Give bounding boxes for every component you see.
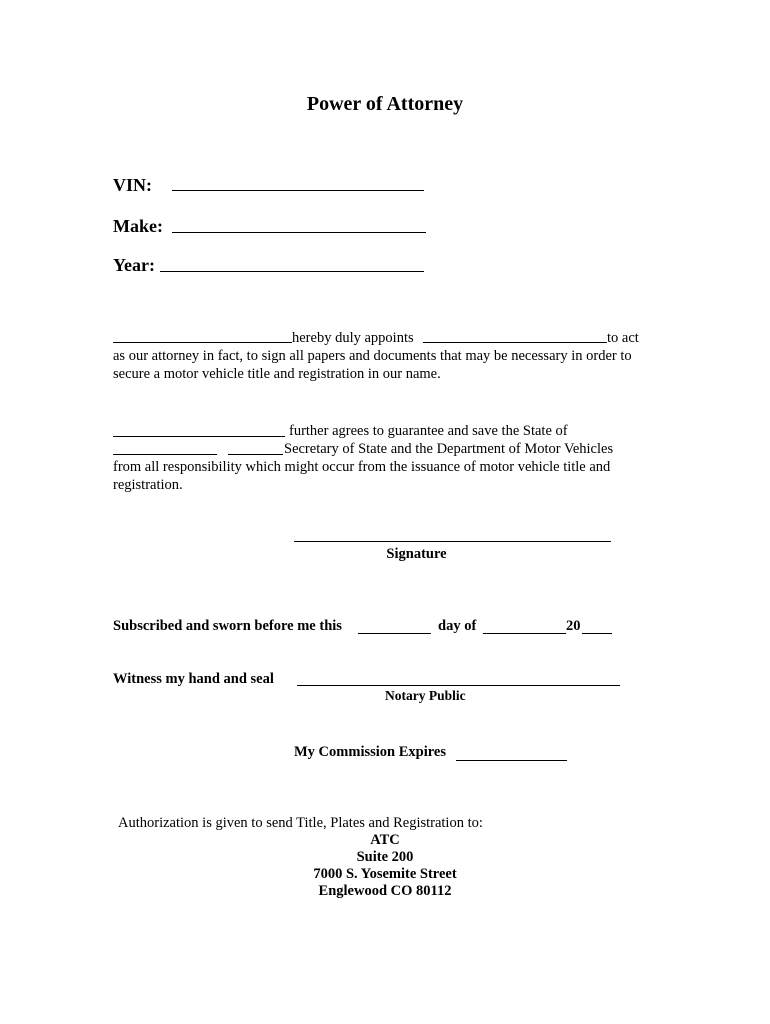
day-of-text: day of [438, 618, 477, 634]
to-act-text: to act [607, 330, 639, 346]
principal-name-line[interactable] [113, 342, 292, 343]
paragraph2-line4: registration. [113, 477, 183, 493]
signature-line[interactable] [294, 541, 611, 542]
day-number-line[interactable] [358, 633, 431, 634]
vin-field-line[interactable] [172, 190, 424, 191]
vin-label: VIN: [113, 175, 152, 195]
paragraph1-line3: secure a motor vehicle title and registration in our name. [113, 366, 441, 382]
address-line-4: Englewood CO 80112 [318, 883, 452, 899]
document-title: Power of Attorney [306, 93, 464, 115]
commission-expires-label: My Commission Expires [294, 744, 446, 760]
witness-label: Witness my hand and seal [113, 671, 274, 687]
signature-label: Signature [386, 546, 447, 562]
paragraph2-line3: from all responsibility which might occur from the issuance of motor vehicle title and [113, 459, 611, 475]
year-field-line[interactable] [160, 271, 424, 272]
notary-signature-line[interactable] [297, 685, 620, 686]
hereby-appoints-text: hereby duly appoints [292, 330, 414, 346]
address-line-2: Suite 200 [356, 849, 414, 865]
authorization-text: Authorization is given to send Title, Plates and Registration to: [118, 815, 483, 831]
subscribed-sworn-text: Subscribed and sworn before me this [113, 618, 342, 634]
year-suffix-line[interactable] [582, 633, 612, 634]
year-prefix-text: 20 [566, 618, 581, 634]
state-name-line-b[interactable] [228, 454, 283, 455]
make-field-line[interactable] [172, 232, 426, 233]
month-line[interactable] [483, 633, 566, 634]
commission-expires-line[interactable] [456, 760, 567, 761]
further-agrees-text: further agrees to guarantee and save the State of [289, 423, 568, 439]
make-label: Make: [113, 216, 163, 236]
address-line-3: 7000 S. Yosemite Street [313, 866, 457, 882]
address-line-1: ATC [370, 832, 400, 848]
paragraph1-line2: as our attorney in fact, to sign all papers and documents that may be necessary in order to [113, 348, 632, 364]
secretary-of-state-text: Secretary of State and the Department of Motor Vehicles [284, 441, 614, 457]
guarantor-name-line[interactable] [113, 436, 285, 437]
year-label: Year: [113, 255, 155, 275]
state-name-line-a[interactable] [113, 454, 217, 455]
notary-public-label: Notary Public [385, 688, 466, 703]
attorney-name-line[interactable] [423, 342, 607, 343]
